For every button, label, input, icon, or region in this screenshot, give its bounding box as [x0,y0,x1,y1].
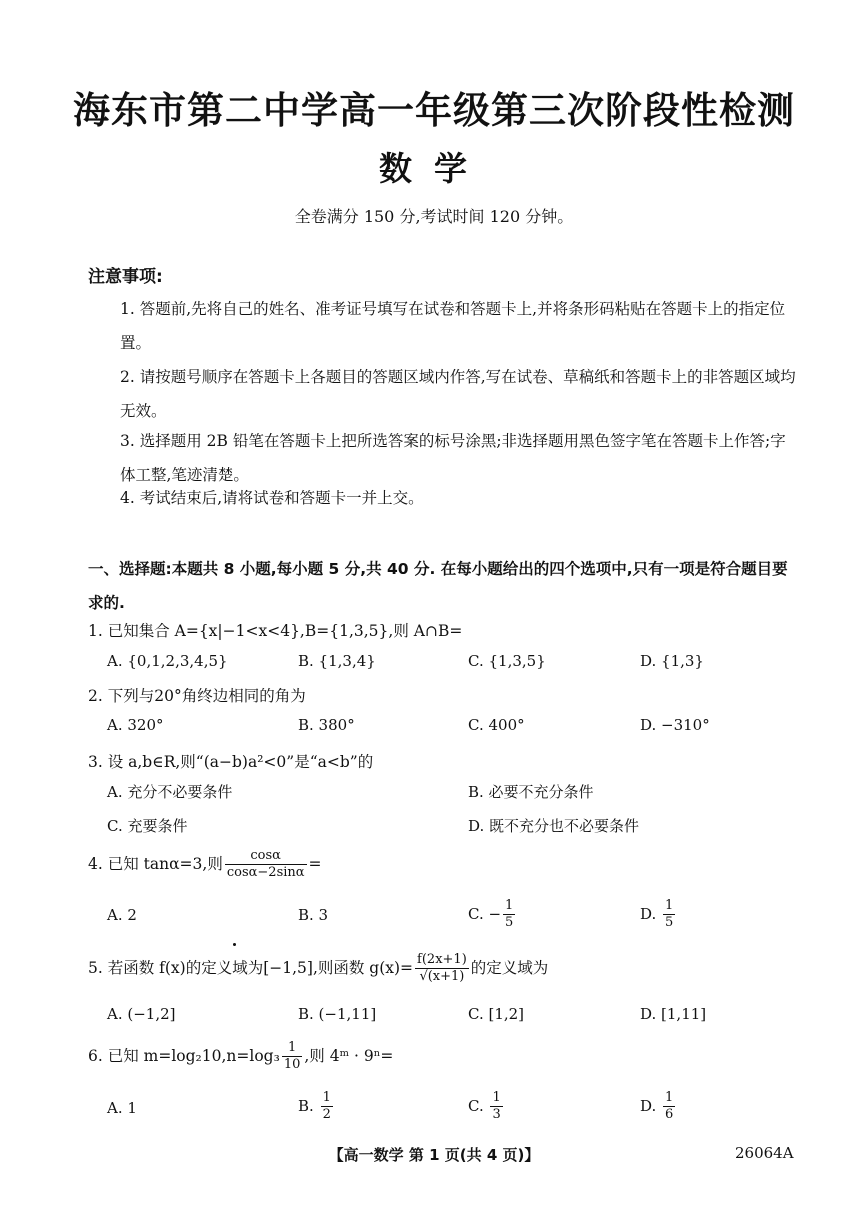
question-4-option-c [468,898,517,932]
fraction-numerator: 1 [663,1090,675,1107]
question-3-option-d: D. 既不充分也不必要条件 [468,817,640,835]
page-footer: 【高一数学 第 1 页(共 4 页)】 [328,1146,540,1164]
question-5-option-b: B. (−1,11] [298,1005,377,1023]
question-4-option-a: A. 2 [107,906,137,924]
fraction-numerator: 1 [282,1040,303,1057]
question-3-stem: 3. 设 a,b∈R,则“(a−b)a²<0”是“a<b”的 [88,753,374,771]
fraction-denominator: 3 [492,1107,501,1123]
question-5-option-d: D. [1,11] [640,1005,707,1023]
paper-code: 26064A [735,1144,794,1162]
fraction-denominator: 5 [505,915,514,931]
note-item: 4. 考试结束后,请将试卷和答题卡一并上交。 [120,489,424,507]
option-label: C. [468,1096,489,1115]
fraction-denominator: 10 [283,1057,301,1073]
fraction-denominator: √(x+1) [419,969,465,985]
note-item: 3. 选择题用 2B 铅笔在答题卡上把所选答案的标号涂黑;非选择题用黑色签字笔在答题卡上作答;字体工整,笔迹清楚。 [120,432,786,484]
question-5-fraction [415,952,469,986]
question-1-stem: 1. 已知集合 A={x|−1<x<4},B={1,3,5},则 A∩B= [88,622,463,640]
question-4-option-b: B. 3 [298,906,329,924]
fraction-numerator: 1 [503,898,515,915]
question-3-option-c: C. 充要条件 [107,817,188,835]
question-1-option-a: A. {0,1,2,3,4,5} [107,652,228,670]
question-1-option-c: C. {1,3,5} [468,652,546,670]
fraction-numerator: cosα [225,848,307,865]
question-2-option-a: A. 320° [107,716,164,734]
fraction-numerator: 1 [490,1090,502,1107]
option-label: D. [640,1096,662,1115]
question-2-option-b: B. 380° [298,716,355,734]
score-time-info: 全卷满分 150 分,考试时间 120 分钟。 [294,207,574,226]
fraction-numerator: 1 [321,1090,333,1107]
option-fraction [490,1090,502,1124]
question-2-option-d: D. −310° [640,716,710,734]
question-1-option-d: D. {1,3} [640,652,704,670]
question-4-stem-suffix: = [308,854,322,873]
question-5-option-a: A. (−1,2] [107,1005,176,1023]
question-6-option-c [468,1090,505,1124]
question-2-stem: 2. 下列与20°角终边相同的角为 [88,687,306,705]
question-4-option-d [640,898,677,932]
option-fraction [663,898,675,932]
question-6-fraction [282,1040,303,1074]
question-2-option-c: C. 400° [468,716,525,734]
fraction-denominator: 5 [665,915,674,931]
fraction-denominator: 6 [665,1107,674,1123]
question-6-option-b [298,1090,335,1124]
question-6-option-a: A. 1 [107,1099,137,1117]
note-item: 1. 答题前,先将自己的姓名、准考证号填写在试卷和答题卡上,并将条形码粘贴在答题卡上的指定位置。 [120,300,786,352]
question-3-option-b: B. 必要不充分条件 [468,783,594,801]
subject-title: 数学 [379,149,489,188]
fraction-denominator: 2 [322,1107,331,1123]
question-5-stem-suffix: 的定义域为 [470,958,549,977]
question-6-stem-suffix: ,则 4ᵐ · 9ⁿ= [304,1046,394,1065]
option-fraction [663,1090,675,1124]
question-4-fraction [225,848,307,882]
option-label: D. [640,904,662,923]
question-6-stem [88,1040,393,1074]
question-6-option-d [640,1090,677,1124]
question-5-option-c: C. [1,2] [468,1005,525,1023]
fraction-numerator: f(2x+1) [415,952,469,969]
option-fraction [503,898,515,932]
notes-heading: 注意事项: [88,267,163,287]
note-item: 2. 请按题号顺序在答题卡上各题目的答题区域内作答,写在试卷、草稿纸和答题卡上的非答题区域均无效。 [120,368,796,420]
question-3-option-a: A. 充分不必要条件 [107,783,233,801]
option-fraction [321,1090,333,1124]
exam-title: 海东市第二中学高一年级第三次阶段性检测 [73,88,795,132]
option-label: B. [298,1096,319,1115]
question-1-option-b: B. {1,3,4} [298,652,376,670]
question-4-stem [88,848,322,882]
question-5-stem [88,952,548,986]
option-label: C. − [468,904,502,923]
question-5-stem-prefix: 5. 若函数 f(x)的定义域为[−1,5],则函数 g(x)= [88,958,414,977]
fraction-numerator: 1 [663,898,675,915]
question-6-stem-prefix: 6. 已知 m=log₂10,n=log₃ [88,1046,280,1065]
fraction-denominator: cosα−2sinα [226,865,305,881]
question-4-stem-prefix: 4. 已知 tanα=3,则 [88,854,223,873]
section-heading: 一、选择题:本题共 8 小题,每小题 5 分,共 40 分. 在每小题给出的四个选项中,只有一项是符合题目要求的. [88,560,788,612]
stray-mark [233,943,236,946]
